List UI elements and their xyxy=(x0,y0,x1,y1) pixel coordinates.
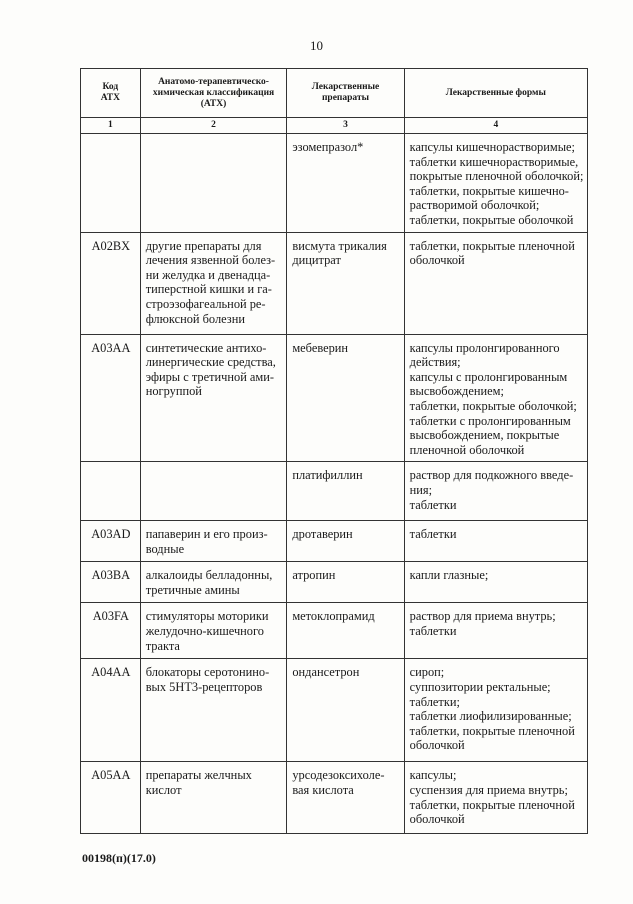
header-line: АТХ xyxy=(100,93,120,103)
table-header-row xyxy=(81,69,588,118)
dosage-forms-cell xyxy=(404,462,587,521)
cell-line: ногруппой xyxy=(145,384,202,399)
cell-line: оболочкой xyxy=(409,253,465,268)
drug-name-cell xyxy=(287,762,404,834)
dosage-forms-cell xyxy=(404,334,587,462)
drug-name-cell xyxy=(287,659,404,762)
cell-line: мебеверин xyxy=(292,340,349,355)
cell-line: третичные амины xyxy=(145,582,240,597)
cell-line: таблетки с пролонгированным xyxy=(409,413,571,428)
table-row xyxy=(81,659,588,762)
cell-line: капсулы кишечнорастворимые; xyxy=(409,140,575,154)
dosage-forms-cell xyxy=(404,762,587,834)
cell-line: желудочно-кишечного xyxy=(145,623,264,638)
cell-line: таблетки; xyxy=(409,694,460,709)
atx-code-cell xyxy=(81,462,141,521)
dosage-forms-cell xyxy=(404,521,587,562)
cell-line: вая кислота xyxy=(292,782,354,797)
classification-cell xyxy=(140,334,287,462)
table-row xyxy=(81,762,588,834)
cell-line: таблетки, покрытые кишечно- xyxy=(409,183,569,198)
cell-line: действия; xyxy=(409,355,461,370)
header-drugs xyxy=(287,69,404,118)
header-line: химическая классификация xyxy=(152,87,275,98)
classification-cell xyxy=(140,232,287,334)
dosage-forms-cell xyxy=(404,603,587,659)
cell-line: капсулы пролонгированного xyxy=(409,340,560,355)
cell-line: кислот xyxy=(145,782,182,797)
cell-line: капли глазные; xyxy=(409,568,489,583)
atx-code-cell: A03AD xyxy=(81,521,141,562)
table-row xyxy=(81,562,588,603)
cell-line: пленочной оболочкой xyxy=(409,442,525,457)
cell-line: папаверин и его произ- xyxy=(145,527,268,542)
cell-line: оболочкой xyxy=(409,738,465,753)
classification-cell xyxy=(140,762,287,834)
drug-name-cell xyxy=(287,334,404,462)
cell-line: сироп; xyxy=(409,665,445,680)
atx-code-cell: A03FA xyxy=(81,603,141,659)
cell-line: ондансетрон xyxy=(292,665,360,680)
cell-line: таблетки, покрытые оболочкой; xyxy=(409,398,577,413)
classification-cell xyxy=(140,462,287,521)
classification-cell xyxy=(140,659,287,762)
cell-line: лечения язвенной болез- xyxy=(145,253,276,268)
page-number: 10 xyxy=(310,38,323,53)
cell-line: таблетки xyxy=(409,623,457,638)
table-row xyxy=(81,334,588,462)
cell-line: дицитрат xyxy=(292,253,341,268)
cell-line: таблетки, покрытые пленочной xyxy=(409,723,575,738)
cell-line: атропин xyxy=(292,568,336,583)
cell-line: другие препараты для xyxy=(145,238,262,253)
cell-line: ни желудка и двенадца- xyxy=(145,267,271,282)
cell-line: тракта xyxy=(145,638,180,653)
cell-line: ния; xyxy=(409,482,433,497)
column-number: 2 xyxy=(140,118,287,134)
atx-code-cell xyxy=(81,134,141,233)
cell-line: линергические средства, xyxy=(145,355,276,370)
cell-line: стимуляторы моторики xyxy=(145,609,269,624)
cell-line: таблетки, покрытые пленочной xyxy=(409,238,575,253)
cell-line: флюксной болезни xyxy=(145,311,245,326)
cell-line: типерстной кишки и га- xyxy=(145,282,272,297)
cell-line: оболочкой xyxy=(409,812,465,827)
cell-line: дротаверин xyxy=(292,527,353,542)
atx-code-cell: A03BA xyxy=(81,562,141,603)
cell-line: таблетки xyxy=(409,497,457,512)
cell-line: алкалоиды белладонны, xyxy=(145,568,273,583)
dosage-forms-cell xyxy=(404,562,587,603)
cell-line: вых 5HT3-рецепторов xyxy=(145,679,263,694)
dosage-forms-cell xyxy=(404,134,587,233)
cell-line: препараты желчных xyxy=(145,768,252,783)
cell-line: висмута трикалия xyxy=(292,238,387,253)
cell-line: раствор для приема внутрь; xyxy=(409,609,556,624)
atx-drug-table xyxy=(80,68,588,834)
drug-name-cell xyxy=(287,232,404,334)
classification-cell xyxy=(140,134,287,233)
header-line: Анатомо-терапевтическо- xyxy=(158,76,269,87)
table-row xyxy=(81,521,588,562)
cell-line: капсулы с пролонгированным xyxy=(409,369,568,384)
cell-line: платифиллин xyxy=(292,468,363,483)
cell-line: водные xyxy=(145,541,185,556)
drug-name-cell xyxy=(287,562,404,603)
cell-line: высвобождением, покрытые xyxy=(409,428,560,443)
classification-cell xyxy=(140,521,287,562)
header-line: (АТХ) xyxy=(200,98,227,109)
cell-line: раствор для подкожного введе- xyxy=(409,468,574,483)
table-row xyxy=(81,462,588,521)
cell-line: урсодезоксихоле- xyxy=(292,768,385,783)
classification-cell xyxy=(140,562,287,603)
cell-line: покрытые пленочной оболочкой; xyxy=(409,169,584,184)
dosage-forms-cell xyxy=(404,659,587,762)
drug-name-cell xyxy=(287,134,404,233)
column-number: 4 xyxy=(404,118,587,134)
cell-line: блокаторы серотонино- xyxy=(145,665,270,680)
cell-line: таблетки лиофилизированные; xyxy=(409,709,572,724)
table-row xyxy=(81,232,588,334)
atx-code-cell: A03AA xyxy=(81,334,141,462)
document-footer-code: 00198(п)(17.0) xyxy=(82,851,156,865)
cell-line: суспензия для приема внутрь; xyxy=(409,782,568,797)
atx-code-cell: A04AA xyxy=(81,659,141,762)
table-row xyxy=(81,603,588,659)
column-number: 3 xyxy=(287,118,404,134)
column-number-row xyxy=(81,118,588,134)
header-line: Лекарственные xyxy=(311,82,380,92)
cell-line: таблетки кишечнорастворимые, xyxy=(409,154,579,169)
cell-line: таблетки xyxy=(409,527,457,542)
header-line: препараты xyxy=(321,93,370,103)
cell-line: таблетки, покрытые оболочкой xyxy=(409,212,574,227)
table-row xyxy=(81,134,588,233)
atx-code-cell: A05AA xyxy=(81,762,141,834)
drug-name-cell xyxy=(287,603,404,659)
header-line: Код xyxy=(102,82,119,92)
cell-line: метоклопрамид xyxy=(292,609,375,624)
cell-line: строэзофагеальной ре- xyxy=(145,296,266,311)
cell-line: суппозитории ректальные; xyxy=(409,679,551,694)
cell-line: эфиры с третичной ами- xyxy=(145,369,275,384)
cell-line: высвобождением; xyxy=(409,384,504,399)
dosage-forms-cell xyxy=(404,232,587,334)
header-atx-classification xyxy=(140,69,287,118)
column-number: 1 xyxy=(81,118,141,134)
header-dosage-forms xyxy=(404,69,587,118)
cell-line: растворимой оболочкой; xyxy=(409,198,540,213)
cell-line: капсулы; xyxy=(409,768,457,783)
drug-name-cell xyxy=(287,521,404,562)
atx-code-cell: A02BX xyxy=(81,232,141,334)
cell-line: таблетки, покрытые пленочной xyxy=(409,797,575,812)
classification-cell xyxy=(140,603,287,659)
header-atx-code xyxy=(81,69,141,118)
cell-line: синтетические антихо- xyxy=(145,340,267,355)
drug-name-cell xyxy=(287,462,404,521)
cell-line: эзомепразол* xyxy=(292,140,364,154)
header-line: Лекарственные формы xyxy=(445,87,546,98)
